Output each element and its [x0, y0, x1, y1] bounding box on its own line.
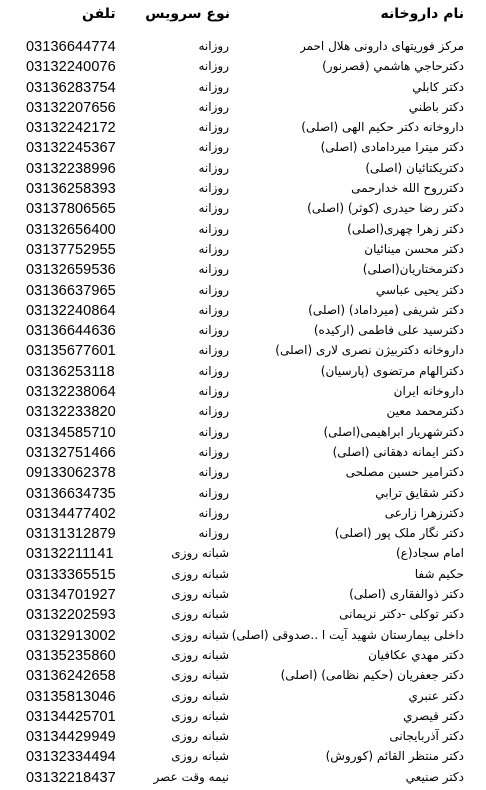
table-row — [0, 261, 486, 281]
table-row — [0, 708, 486, 728]
phone-cell: 03132238996 — [26, 160, 116, 177]
table-header — [0, 6, 486, 28]
phone-cell: 03134425701 — [26, 708, 116, 725]
pharmacy-name-cell: دكتر باطني — [408, 99, 464, 114]
pharmacy-name-cell: دكتر محسن مينائيان — [364, 241, 464, 256]
pharmacy-name-cell: حكيم شفا — [414, 566, 464, 581]
phone-cell: 03132202593 — [26, 607, 116, 624]
phone-cell: 03132240864 — [26, 302, 116, 319]
phone-cell: 03132211141 — [26, 546, 114, 563]
pharmacy-table-body — [0, 38, 486, 789]
phone-cell: 03136253118 — [26, 363, 115, 380]
phone-cell: 03136637965 — [26, 282, 116, 299]
phone-cell: 03135235860 — [26, 647, 116, 664]
table-row — [0, 363, 486, 383]
service-type-cell: روزانه — [198, 282, 229, 297]
service-type-cell: روزانه — [198, 302, 229, 317]
pharmacy-name-cell: دکتر میترا میردامادی (اصلی) — [320, 140, 464, 155]
pharmacy-name-cell: دکترحاجي هاشمي (قصرنور) — [322, 59, 464, 74]
table-row — [0, 200, 486, 220]
service-type-cell: روزانه — [198, 221, 229, 236]
table-row — [0, 566, 486, 586]
service-type-cell: شبانه روزی — [171, 708, 229, 723]
phone-cell: 03134477402 — [26, 505, 116, 522]
pharmacy-name-cell: دکترسید علی فاطمی (ارکیده) — [313, 323, 464, 338]
phone-cell: 03136644636 — [26, 323, 116, 340]
header-pharmacy-name: نام داروخانه — [380, 6, 464, 22]
service-type-cell: شبانه روزی — [171, 587, 229, 602]
table-row — [0, 99, 486, 119]
phone-cell: 03132245367 — [26, 140, 116, 157]
table-row — [0, 38, 486, 58]
phone-cell: 03137806565 — [26, 201, 116, 218]
service-type-cell: شبانه روزی — [171, 688, 229, 703]
pharmacy-name-cell: دكتر كابلي — [412, 79, 464, 94]
pharmacy-name-cell: دکتر ذوالفقاری (اصلی) — [349, 587, 464, 602]
table-row — [0, 545, 486, 565]
table-row — [0, 688, 486, 708]
service-type-cell: روزانه — [198, 79, 229, 94]
service-type-cell: روزانه — [198, 120, 229, 135]
phone-cell: 03132334494 — [26, 749, 116, 766]
phone-cell: 03134429949 — [26, 729, 116, 746]
header-service-type: نوع سرویس — [145, 6, 230, 22]
pharmacy-name-cell: داخلی بیمارستان شهید آیت ا ..صدوقی (اصلی) — [231, 627, 464, 642]
table-row — [0, 139, 486, 159]
service-type-cell: روزانه — [198, 140, 229, 155]
phone-cell: 03136283754 — [26, 79, 116, 96]
table-row — [0, 180, 486, 200]
service-type-cell: روزانه — [198, 526, 229, 541]
service-type-cell: روزانه — [198, 181, 229, 196]
pharmacy-name-cell: امام سجاد(ع) — [396, 546, 464, 561]
service-type-cell: روزانه — [198, 99, 229, 114]
table-row — [0, 160, 486, 180]
phone-cell: 03135813046 — [26, 688, 116, 705]
service-type-cell: شبانه روزی — [171, 647, 229, 662]
table-row — [0, 769, 486, 789]
table-row — [0, 322, 486, 342]
service-type-cell: روزانه — [198, 505, 229, 520]
table-row — [0, 342, 486, 362]
service-type-cell: شبانه روزی — [171, 546, 229, 561]
service-type-cell: روزانه — [198, 160, 229, 175]
table-row — [0, 647, 486, 667]
pharmacy-name-cell: دکتر شریفی (میرداماد) (اصلی) — [308, 302, 464, 317]
pharmacy-name-cell: دکترالهام مرتضوی (پارسیان) — [320, 363, 464, 378]
phone-cell: 03132238064 — [26, 384, 116, 401]
table-row — [0, 606, 486, 626]
header-phone: تلفن — [82, 6, 116, 22]
table-row — [0, 627, 486, 647]
service-type-cell: روزانه — [198, 363, 229, 378]
pharmacy-name-cell: دکتر منتظر القائم (کوروش) — [325, 749, 464, 764]
phone-cell: 03132913002 — [26, 627, 116, 644]
service-type-cell: روزانه — [198, 444, 229, 459]
pharmacy-name-cell: دکتر جعفریان (حکیم نظامی) (اصلی) — [280, 668, 464, 683]
table-row — [0, 728, 486, 748]
table-row — [0, 444, 486, 464]
pharmacy-name-cell: دكترمحمد معين — [386, 404, 464, 419]
table-row — [0, 221, 486, 241]
table-row — [0, 403, 486, 423]
phone-cell: 03134585710 — [26, 424, 116, 441]
phone-cell: 03131312879 — [26, 526, 116, 543]
service-type-cell: روزانه — [198, 59, 229, 74]
phone-cell: 03132659536 — [26, 262, 116, 279]
pharmacy-name-cell: دکتر توکلی -دکتر نریمانی — [339, 607, 464, 622]
service-type-cell: روزانه — [198, 384, 229, 399]
phone-cell: 09133062378 — [26, 465, 116, 482]
pharmacy-name-cell: دكتر عنبري — [408, 688, 464, 703]
phone-cell: 03136242658 — [26, 668, 116, 685]
table-row — [0, 79, 486, 99]
table-row — [0, 667, 486, 687]
phone-cell: 03137752955 — [26, 241, 116, 258]
table-row — [0, 525, 486, 545]
service-type-cell: روزانه — [198, 424, 229, 439]
pharmacy-name-cell: دكتر قيصري — [403, 708, 464, 723]
pharmacy-name-cell: داروخانه دکتربیژن نصری لاری (اصلی) — [275, 343, 464, 358]
phone-cell: 03136634735 — [26, 485, 116, 502]
phone-cell: 03132242172 — [26, 120, 116, 137]
phone-cell: 03132751466 — [26, 444, 116, 461]
service-type-cell: روزانه — [198, 241, 229, 256]
pharmacy-name-cell: دکتر ایمانه دهقانی (اصلی) — [332, 444, 464, 459]
pharmacy-name-cell: دکترشهریار ابراهیمی(اصلی) — [323, 424, 464, 439]
service-type-cell: روزانه — [198, 485, 229, 500]
phone-cell: 03136258393 — [26, 181, 116, 198]
pharmacy-name-cell: دكتر مهدي عكافيان — [368, 647, 464, 662]
pharmacy-name-cell: دکتر نگار ملک پور (اصلی) — [334, 526, 464, 541]
table-row — [0, 119, 486, 139]
table-row — [0, 485, 486, 505]
pharmacy-name-cell: دکتریکتائیان (اصلی) — [365, 160, 464, 175]
pharmacy-name-cell: دكتر يحيى عباسي — [375, 282, 464, 297]
pharmacy-name-cell: دکترروح الله خدارحمی — [351, 181, 464, 196]
service-type-cell: شبانه روزی — [171, 607, 229, 622]
service-type-cell: شبانه روزی — [171, 668, 229, 683]
service-type-cell: شبانه روزی — [171, 729, 229, 744]
table-row — [0, 302, 486, 322]
phone-cell: 03136644774 — [26, 39, 116, 55]
service-type-cell: روزانه — [198, 323, 229, 338]
pharmacy-name-cell: داروخانه ایران — [393, 384, 464, 399]
pharmacy-name-cell: داروخانه دکتر حکیم الهی (اصلی) — [301, 120, 464, 135]
service-type-cell: روزانه — [198, 39, 229, 53]
phone-cell: 03133365515 — [26, 566, 116, 583]
pharmacy-name-cell: دکترامیر حسین مصلحی — [345, 465, 464, 480]
pharmacy-name-cell: دکتر رضا حیدری (کوثر) (اصلی) — [307, 201, 464, 216]
table-row — [0, 748, 486, 768]
pharmacy-name-cell: دكتر شقايق ترابي — [375, 485, 464, 500]
pharmacy-name-cell: دكتر صنيعي — [405, 769, 464, 784]
phone-cell: 03135677601 — [26, 343, 116, 360]
phone-cell: 03132656400 — [26, 221, 116, 238]
phone-cell: 03134701927 — [26, 587, 116, 604]
service-type-cell: روزانه — [198, 201, 229, 216]
phone-cell: 03132218437 — [26, 769, 116, 786]
table-row — [0, 424, 486, 444]
service-type-cell: شبانه روزی — [171, 749, 229, 764]
table-row — [0, 58, 486, 78]
pharmacy-name-cell: دکترمختاریان(اصلی) — [362, 262, 464, 277]
table-row — [0, 282, 486, 302]
pharmacy-name-cell: دکتر زهرا چهری(اصلی) — [347, 221, 464, 236]
service-type-cell: شبانه روزی — [171, 627, 229, 642]
phone-cell: 03132233820 — [26, 404, 116, 421]
service-type-cell: نيمه وقت عصر — [153, 769, 229, 784]
table-row — [0, 586, 486, 606]
service-type-cell: روزانه — [198, 465, 229, 480]
phone-cell: 03132240076 — [26, 59, 116, 76]
table-row — [0, 383, 486, 403]
pharmacy-name-cell: مرکز فوریتهای دارونی هلال احمر — [299, 39, 464, 53]
pharmacy-name-cell: دکترزهرا زارعی — [384, 505, 464, 520]
table-row — [0, 241, 486, 261]
service-type-cell: روزانه — [198, 343, 229, 358]
service-type-cell: روزانه — [198, 404, 229, 419]
phone-cell: 03132207656 — [26, 99, 116, 116]
service-type-cell: شبانه روزی — [171, 566, 229, 581]
table-row — [0, 464, 486, 484]
table-row — [0, 505, 486, 525]
pharmacy-name-cell: دکتر آذربایجانی — [389, 729, 464, 744]
service-type-cell: روزانه — [198, 262, 229, 277]
